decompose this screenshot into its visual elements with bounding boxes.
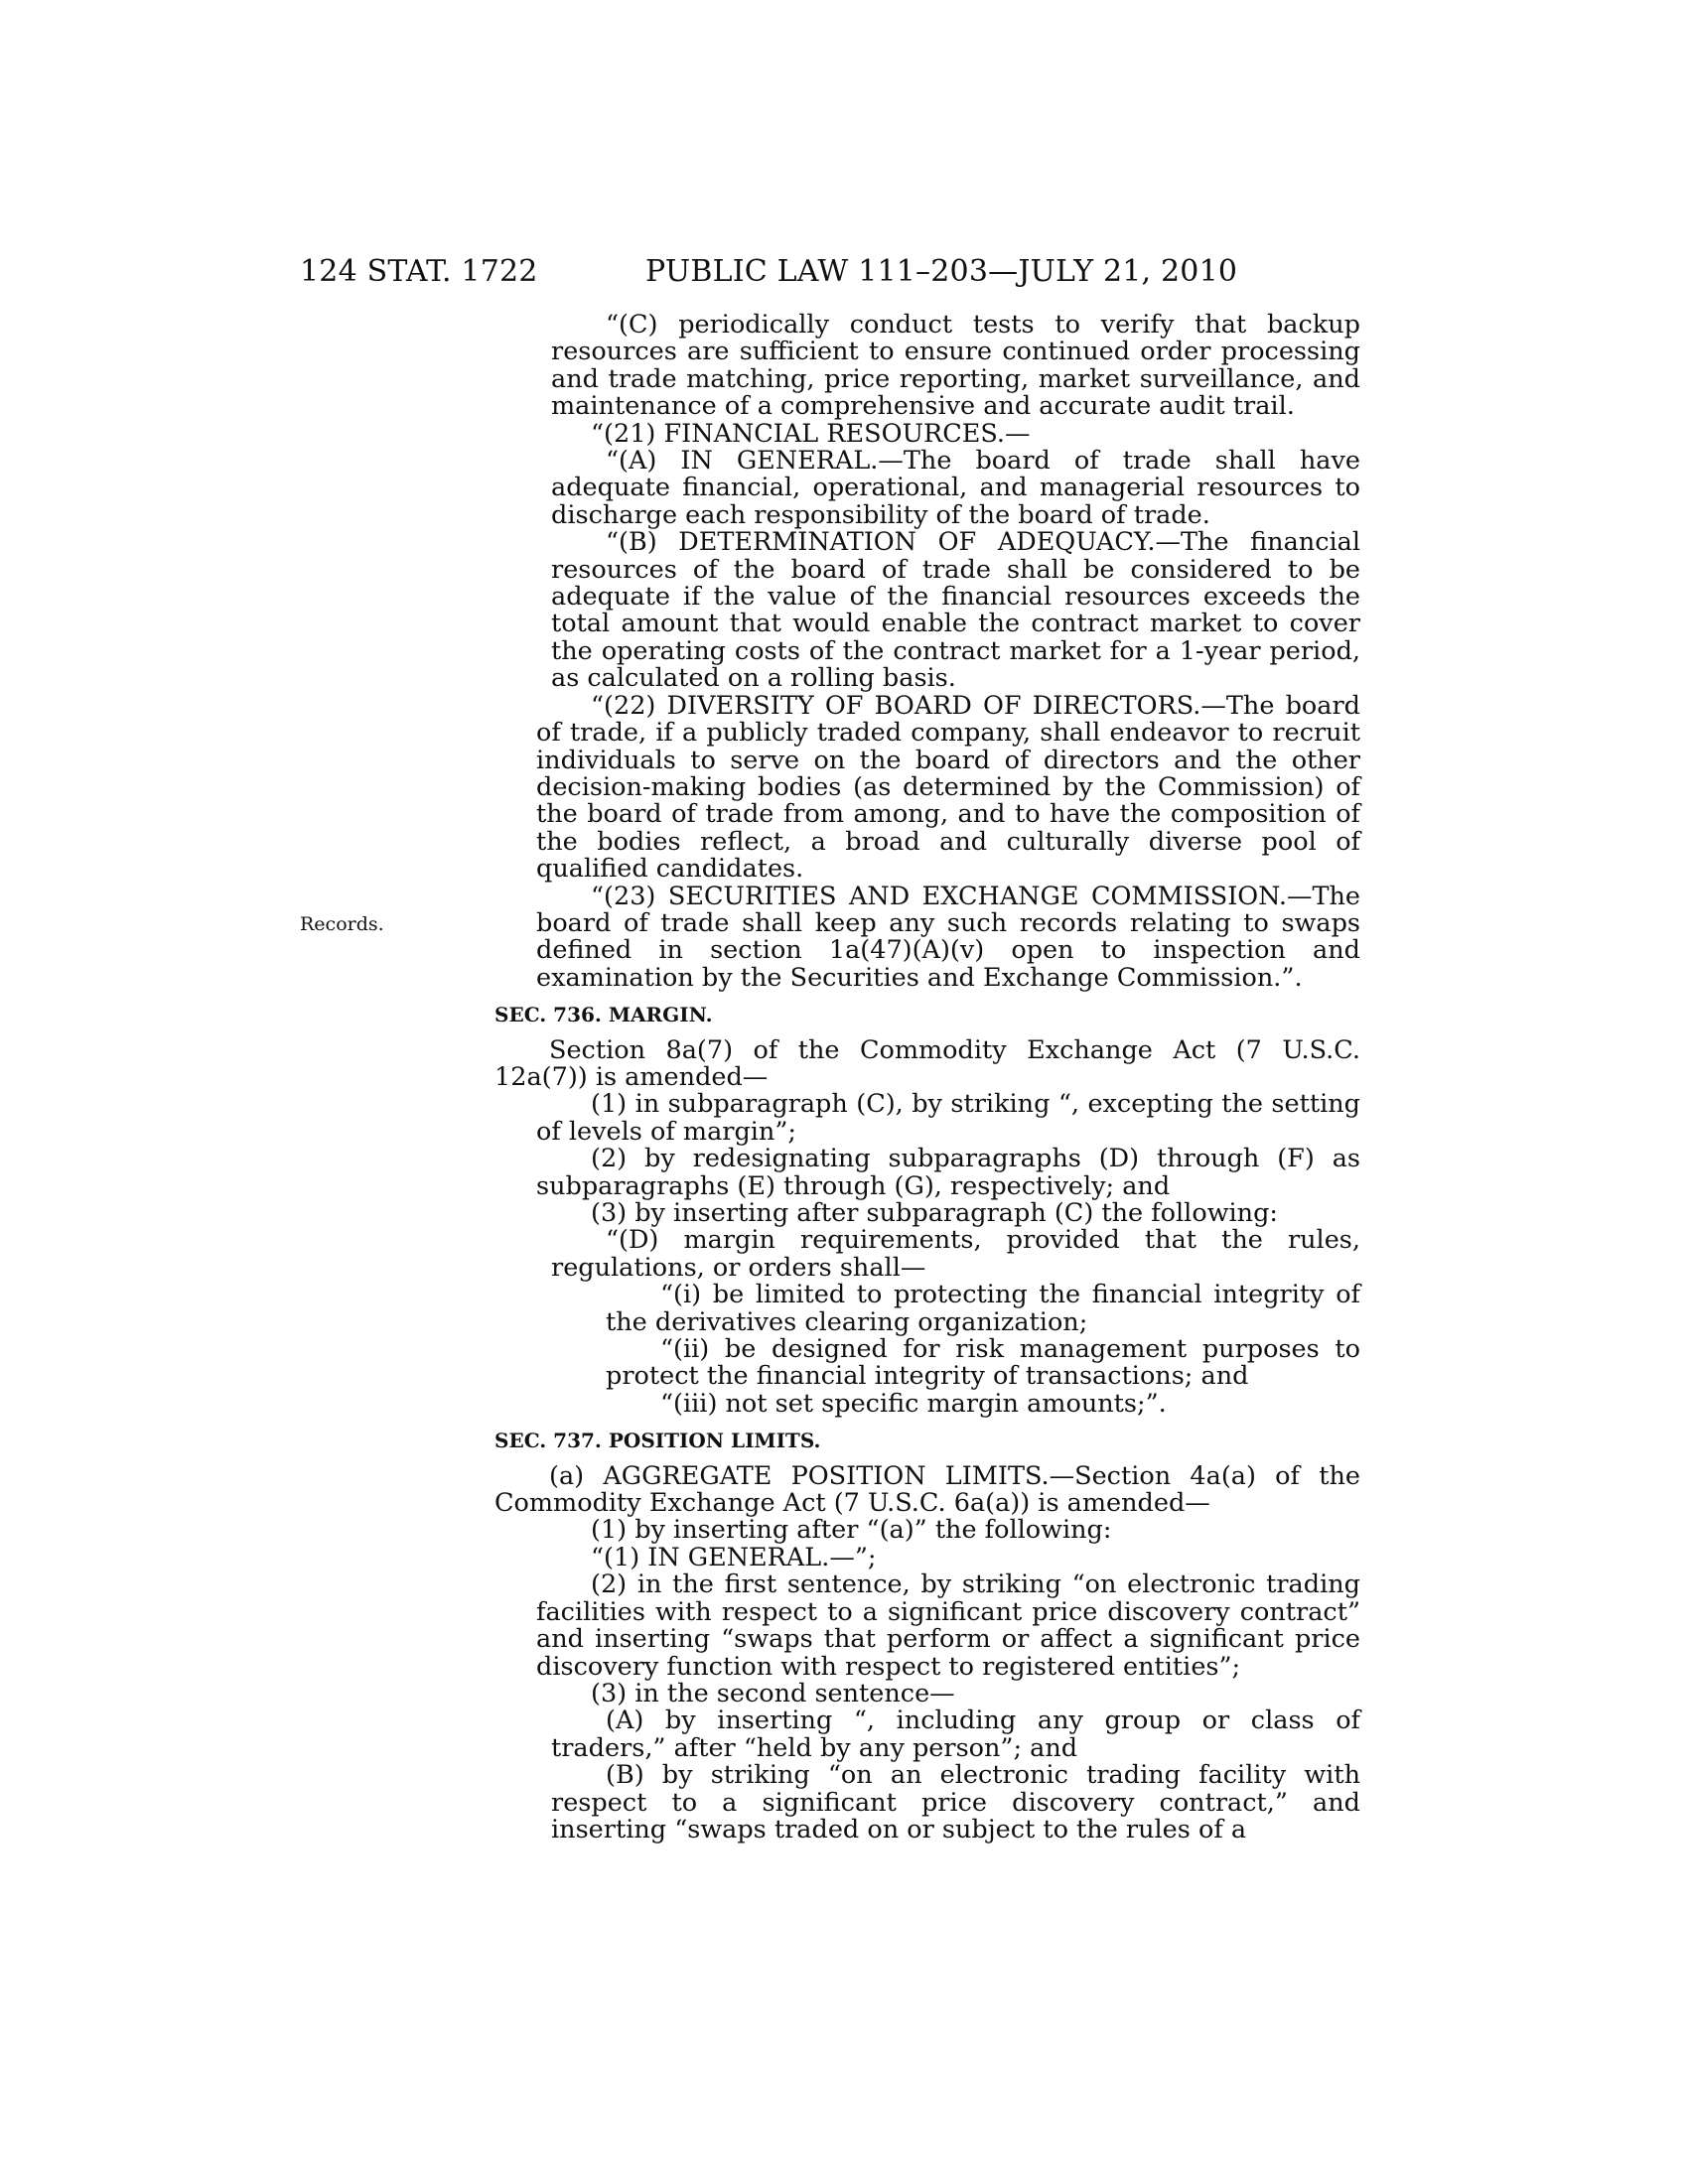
- paragraph: “(21) FINANCIAL RESOURCES.—: [591, 418, 1031, 449]
- paragraph: “(C) periodically conduct tests to verify that backup resources are sufficient to ensure continued order processing and trade matching, price reporting, market surveillance, and maintenance of a comprehensive and accurate audit trail.: [551, 310, 1360, 422]
- paragraph: “(i) be limited to protecting the financial integrity of the derivatives clearing organization;: [606, 1280, 1360, 1337]
- paragraph: (1) by inserting after “(a)” the following:: [591, 1515, 1112, 1546]
- paragraph: (2) in the first sentence, by striking “on electronic trading facilities with respect to a significant price discovery contract” and inserting “swaps that perform or affect a significant price discovery function with respect to registered entities”;: [536, 1570, 1360, 1682]
- paragraph: (A) by inserting “, including any group or class of traders,” after “held by any person”; and: [551, 1706, 1360, 1763]
- paragraph: Section 8a(7) of the Commodity Exchange Act (7 U.S.C. 12a(7)) is amended—: [494, 1034, 1360, 1092]
- section-heading: SEC. 737. POSITION LIMITS.: [494, 1429, 821, 1453]
- paragraph: “(iii) not set specific margin amounts;”.: [660, 1388, 1167, 1419]
- paragraph: “(23) SECURITIES AND EXCHANGE COMMISSION.—The board of trade shall keep any such records relating to swaps defined in section 1a(47)(A)(v) open to inspection and examination by the Securities and Exchange Commission.”.: [536, 881, 1360, 993]
- page-stat-header: 124 STAT. 1722: [300, 254, 538, 289]
- paragraph: (3) by inserting after subparagraph (C) the following:: [591, 1198, 1279, 1228]
- paragraph: (3) in the second sentence—: [591, 1678, 955, 1708]
- paragraph: (1) in subparagraph (C), by striking “, excepting the setting of levels of margin”;: [536, 1089, 1360, 1147]
- paragraph: “(1) IN GENERAL.—”;: [591, 1542, 877, 1572]
- public-law-header: PUBLIC LAW 111–203—JULY 21, 2010: [645, 254, 1238, 289]
- paragraph: “(B) DETERMINATION OF ADEQUACY.—The financial resources of the board of trade shall be considered to be adequate if the value of the financial resources exceeds the total amount that would enable the contract market to cover the operating costs of the contract market for a 1-year period, as calculated on a rolling basis.: [551, 527, 1360, 694]
- paragraph: (2) by redesignating subparagraphs (D) through (F) as subparagraphs (E) through (G), respectively; and: [536, 1144, 1360, 1201]
- paragraph: “(22) DIVERSITY OF BOARD OF DIRECTORS.—The board of trade, if a publicly traded company, shall endeavor to recruit individuals to serve on the board of directors and the other decision-making bodies (as determined by the Commission) of the board of trade from among, and to have the composition of the bodies reflect, a broad and culturally diverse pool of qualified candidates.: [536, 690, 1360, 885]
- paragraph: (B) by striking “on an electronic trading facility with respect to a significant price discovery contract,” and inserting “swaps traded on or subject to the rules of a: [551, 1760, 1360, 1844]
- section-heading: SEC. 736. MARGIN.: [494, 1003, 713, 1027]
- paragraph: (a) AGGREGATE POSITION LIMITS.—Section 4a(a) of the Commodity Exchange Act (7 U.S.C. 6a(a)) is amended—: [494, 1460, 1360, 1519]
- paragraph: “(A) IN GENERAL.—The board of trade shall have adequate financial, operational, and managerial resources to discharge each responsibility of the board of trade.: [551, 446, 1360, 530]
- paragraph: “(ii) be designed for risk management purposes to protect the financial integrity of transactions; and: [606, 1334, 1360, 1392]
- paragraph: “(D) margin requirements, provided that the rules, regulations, or orders shall—: [551, 1225, 1360, 1283]
- document-body: [496, 312, 1360, 1843]
- margin-note-records: Records.: [300, 913, 384, 935]
